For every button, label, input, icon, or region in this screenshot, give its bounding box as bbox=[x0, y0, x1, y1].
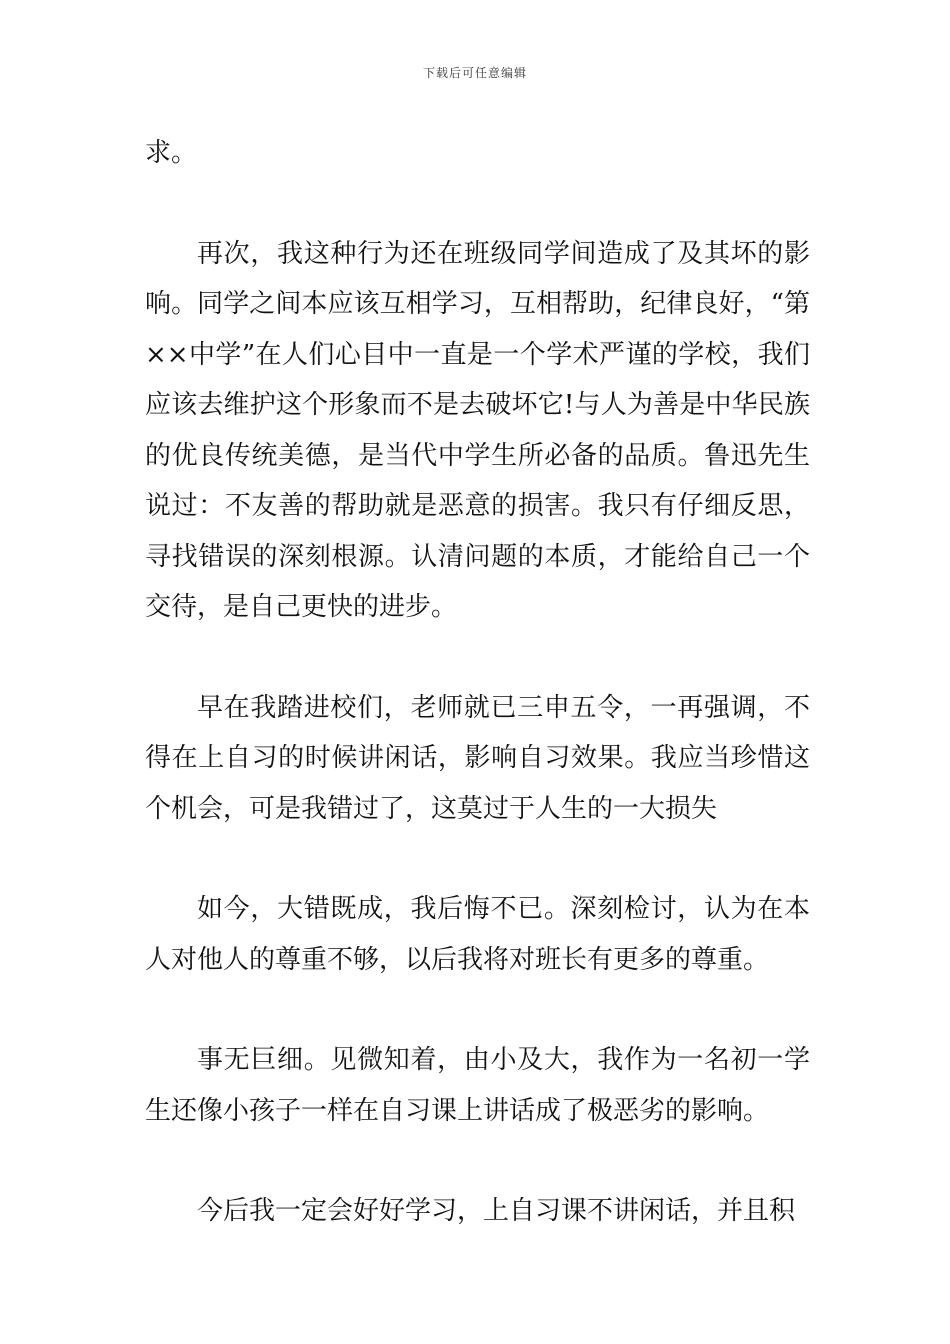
document-body bbox=[145, 128, 810, 1237]
paragraph-2: 再次，我这种行为还在班级同学间造成了及其坏的影响。同学之间本应该互相学习，互相帮助，纪律良好，“第××中学”在人们心目中一直是一个学术严谨的学校，我们应该去维护这个形象而不是去破坏它!与人为善是中华民族的优良传统美德，是当代中学生所必备的品质。鲁迅先生说过：不友善的帮助就是恶意的损害。我只有仔细反思，寻找错误的深刻根源。认清问题的本质，才能给自己一个交待，是自己更快的进步。 bbox=[145, 238, 810, 622]
paragraph-gap bbox=[145, 1136, 810, 1186]
paragraph-4: 如今，大错既成，我后悔不已。深刻检讨，认为在本人对他人的尊重不够，以后我将对班长有更多的尊重。 bbox=[145, 894, 810, 975]
paragraph-1: 求。 bbox=[145, 138, 198, 168]
paragraph-5: 事无巨细。见微知着，由小及大，我作为一名初一学生还像小孩子一样在自习课上讲话成了极恶劣的影响。 bbox=[145, 1045, 810, 1126]
paragraph-6: 今后我一定会好好学习，上自习课不讲闲话，并且积 bbox=[197, 1196, 796, 1226]
paragraph-3: 早在我踏进校们，老师就已三申五令，一再强调，不得在上自习的时候讲闲话，影响自习效果。我应当珍惜这个机会，可是我错过了，这莫过于人生的一大损失 bbox=[145, 692, 810, 824]
paragraph-gap bbox=[145, 179, 810, 229]
page-header-note: 下载后可任意编辑 bbox=[422, 66, 527, 80]
paragraph-gap bbox=[145, 633, 810, 683]
paragraph-gap bbox=[145, 834, 810, 884]
paragraph-gap bbox=[145, 985, 810, 1035]
